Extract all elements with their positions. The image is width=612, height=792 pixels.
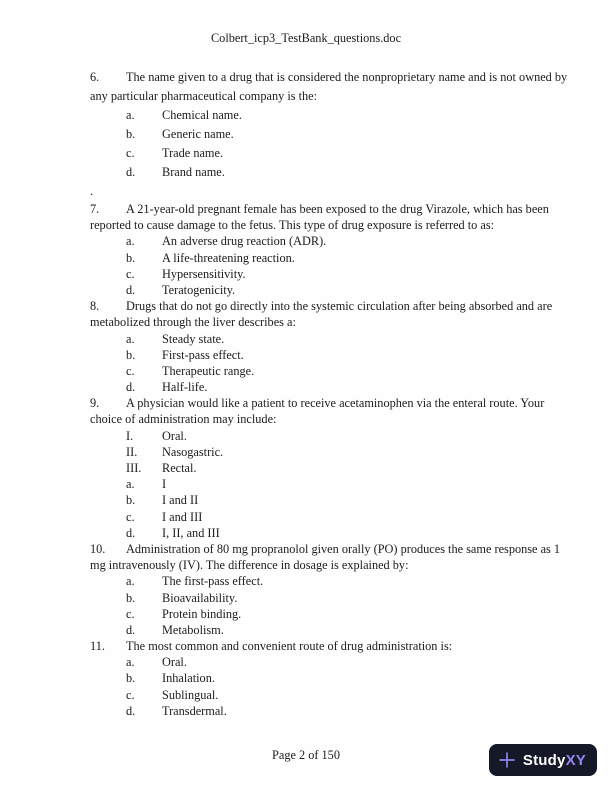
question-block xyxy=(90,541,561,638)
option-text: A life-threatening reaction. xyxy=(162,250,295,265)
option-text: I, II, and III xyxy=(162,525,220,540)
option-label: c. xyxy=(126,266,135,281)
question-text-line xyxy=(90,395,545,411)
page-number: Page 2 of 150 xyxy=(272,748,340,762)
option-label: a. xyxy=(126,574,135,589)
option-label: a. xyxy=(126,234,135,249)
option-label: I. xyxy=(126,428,134,443)
answer-option xyxy=(126,476,522,492)
option-label: d. xyxy=(126,282,136,297)
answer-option xyxy=(126,144,522,163)
option-text: Transdermal. xyxy=(162,703,227,718)
questions-list xyxy=(90,68,568,719)
question-text-line xyxy=(90,68,568,87)
answer-option xyxy=(126,573,522,589)
option-text: The first-pass effect. xyxy=(162,574,264,589)
answer-option xyxy=(126,233,522,249)
option-label: c. xyxy=(126,146,135,160)
option-label: d. xyxy=(126,380,136,395)
option-label: II. xyxy=(126,444,138,459)
answer-option xyxy=(126,379,522,395)
option-text: Hypersensitivity. xyxy=(162,266,246,281)
answer-option xyxy=(126,125,522,144)
question-block xyxy=(90,395,545,541)
option-label: b. xyxy=(126,347,136,362)
option-text: Rectal. xyxy=(162,461,197,475)
question-number: 10. xyxy=(90,541,106,556)
option-text: I and III xyxy=(162,509,203,524)
question-text: reported to cause damage to the fetus. This type of drug exposure is referred to as: xyxy=(90,218,495,233)
option-text: Half-life. xyxy=(162,380,208,395)
option-label: b. xyxy=(126,671,136,686)
answer-option xyxy=(126,687,522,703)
option-text: Brand name. xyxy=(162,165,225,179)
question-number: 9. xyxy=(90,396,100,411)
question-block xyxy=(90,638,522,719)
brand-name-primary: Study xyxy=(522,751,566,769)
question-number: 11. xyxy=(90,639,105,654)
option-label: c. xyxy=(126,687,135,702)
brand-name xyxy=(523,752,586,769)
question-text-line xyxy=(90,541,561,557)
option-label: a. xyxy=(126,477,135,492)
answer-option xyxy=(126,509,522,525)
question-text: Drugs that do not go directly into the systemic circulation after being absorbed and are xyxy=(126,299,553,314)
answer-option xyxy=(126,654,522,670)
answer-option xyxy=(126,106,522,125)
question-text-line xyxy=(90,314,522,330)
option-label: a. xyxy=(126,655,135,670)
option-text: Protein binding. xyxy=(162,606,242,621)
option-label: III. xyxy=(126,461,142,475)
option-text: Bioavailability. xyxy=(162,590,238,605)
answer-option xyxy=(126,250,522,266)
option-label: b. xyxy=(126,250,136,265)
answer-option xyxy=(126,282,522,298)
answer-option xyxy=(126,460,522,476)
question-text: The name given to a drug that is considered the nonproprietary name and is not owned by xyxy=(126,70,568,84)
answer-option xyxy=(126,444,522,460)
question-text-line xyxy=(90,217,522,233)
answer-option xyxy=(126,163,522,182)
answer-option xyxy=(126,331,522,347)
option-text: Trade name. xyxy=(162,146,224,160)
question-number: 8. xyxy=(90,299,100,314)
option-label: c. xyxy=(126,509,135,524)
answer-option xyxy=(126,525,522,541)
option-text: Oral. xyxy=(162,428,187,443)
option-label: d. xyxy=(126,622,136,637)
option-text: Teratogenicity. xyxy=(162,282,236,297)
answer-option xyxy=(126,347,522,363)
option-label: a. xyxy=(126,331,135,346)
option-label: d. xyxy=(126,525,136,540)
answer-option xyxy=(126,266,522,282)
question-text-line xyxy=(90,201,549,217)
studyxy-logo-badge[interactable] xyxy=(489,744,597,776)
answer-option xyxy=(126,428,522,444)
option-text: Metabolism. xyxy=(162,622,224,637)
option-text: An adverse drug reaction (ADR). xyxy=(162,234,327,249)
option-label: b. xyxy=(126,127,136,141)
brand-name-accent: XY xyxy=(565,751,586,769)
question-text: A 21-year-old pregnant female has been exposed to the drug Virazole, which has been xyxy=(126,202,549,216)
question-text-line xyxy=(90,411,522,427)
option-text: Sublingual. xyxy=(162,687,219,702)
question-text-line xyxy=(90,298,553,314)
option-text: Steady state. xyxy=(162,331,225,346)
answer-option xyxy=(126,703,522,719)
option-text: First-pass effect. xyxy=(162,347,244,362)
question-block xyxy=(90,298,553,395)
question-text: A physician would like a patient to receive acetaminophen via the enteral route. Your xyxy=(126,396,545,411)
question-number: 7. xyxy=(90,202,100,216)
answer-option xyxy=(126,622,522,638)
document-title: Colbert_icp3_TestBank_questions.doc xyxy=(210,31,402,45)
answer-option xyxy=(126,590,522,606)
question-text-line xyxy=(90,557,522,573)
question-text: Administration of 80 mg propranolol given orally (PO) produces the same response as 1 xyxy=(126,541,561,556)
option-text: Generic name. xyxy=(162,127,234,141)
option-label: c. xyxy=(126,363,135,378)
question-block xyxy=(90,68,568,201)
answer-option xyxy=(126,606,522,622)
answer-option xyxy=(126,492,522,508)
option-label: b. xyxy=(126,590,136,605)
question-text: metabolized through the liver describes a: xyxy=(90,315,296,330)
option-text: Nasogastric. xyxy=(162,444,224,459)
option-text: Oral. xyxy=(162,655,187,670)
option-label: d. xyxy=(126,703,136,718)
plus-icon xyxy=(498,751,516,769)
stray-period-line: . xyxy=(90,184,94,198)
option-label: c. xyxy=(126,606,135,621)
question-text-line xyxy=(90,638,522,654)
option-text: Chemical name. xyxy=(162,108,242,122)
question-text-line xyxy=(90,87,522,106)
answer-option xyxy=(126,670,522,686)
option-label: a. xyxy=(126,108,135,122)
option-label: b. xyxy=(126,493,136,508)
option-text: I xyxy=(162,477,167,492)
option-text: Inhalation. xyxy=(162,671,215,686)
question-number: 6. xyxy=(90,70,100,84)
option-text: I and II xyxy=(162,493,199,508)
question-block xyxy=(90,201,549,298)
option-label: d. xyxy=(126,165,136,179)
option-text: Therapeutic range. xyxy=(162,363,255,378)
question-text: mg intravenously (IV). The difference in dosage is explained by: xyxy=(90,558,409,573)
question-text: any particular pharmaceutical company is the: xyxy=(90,89,318,103)
question-text: choice of administration may include: xyxy=(90,412,277,427)
answer-option xyxy=(126,363,522,379)
question-text: The most common and convenient route of drug administration is: xyxy=(126,639,453,654)
